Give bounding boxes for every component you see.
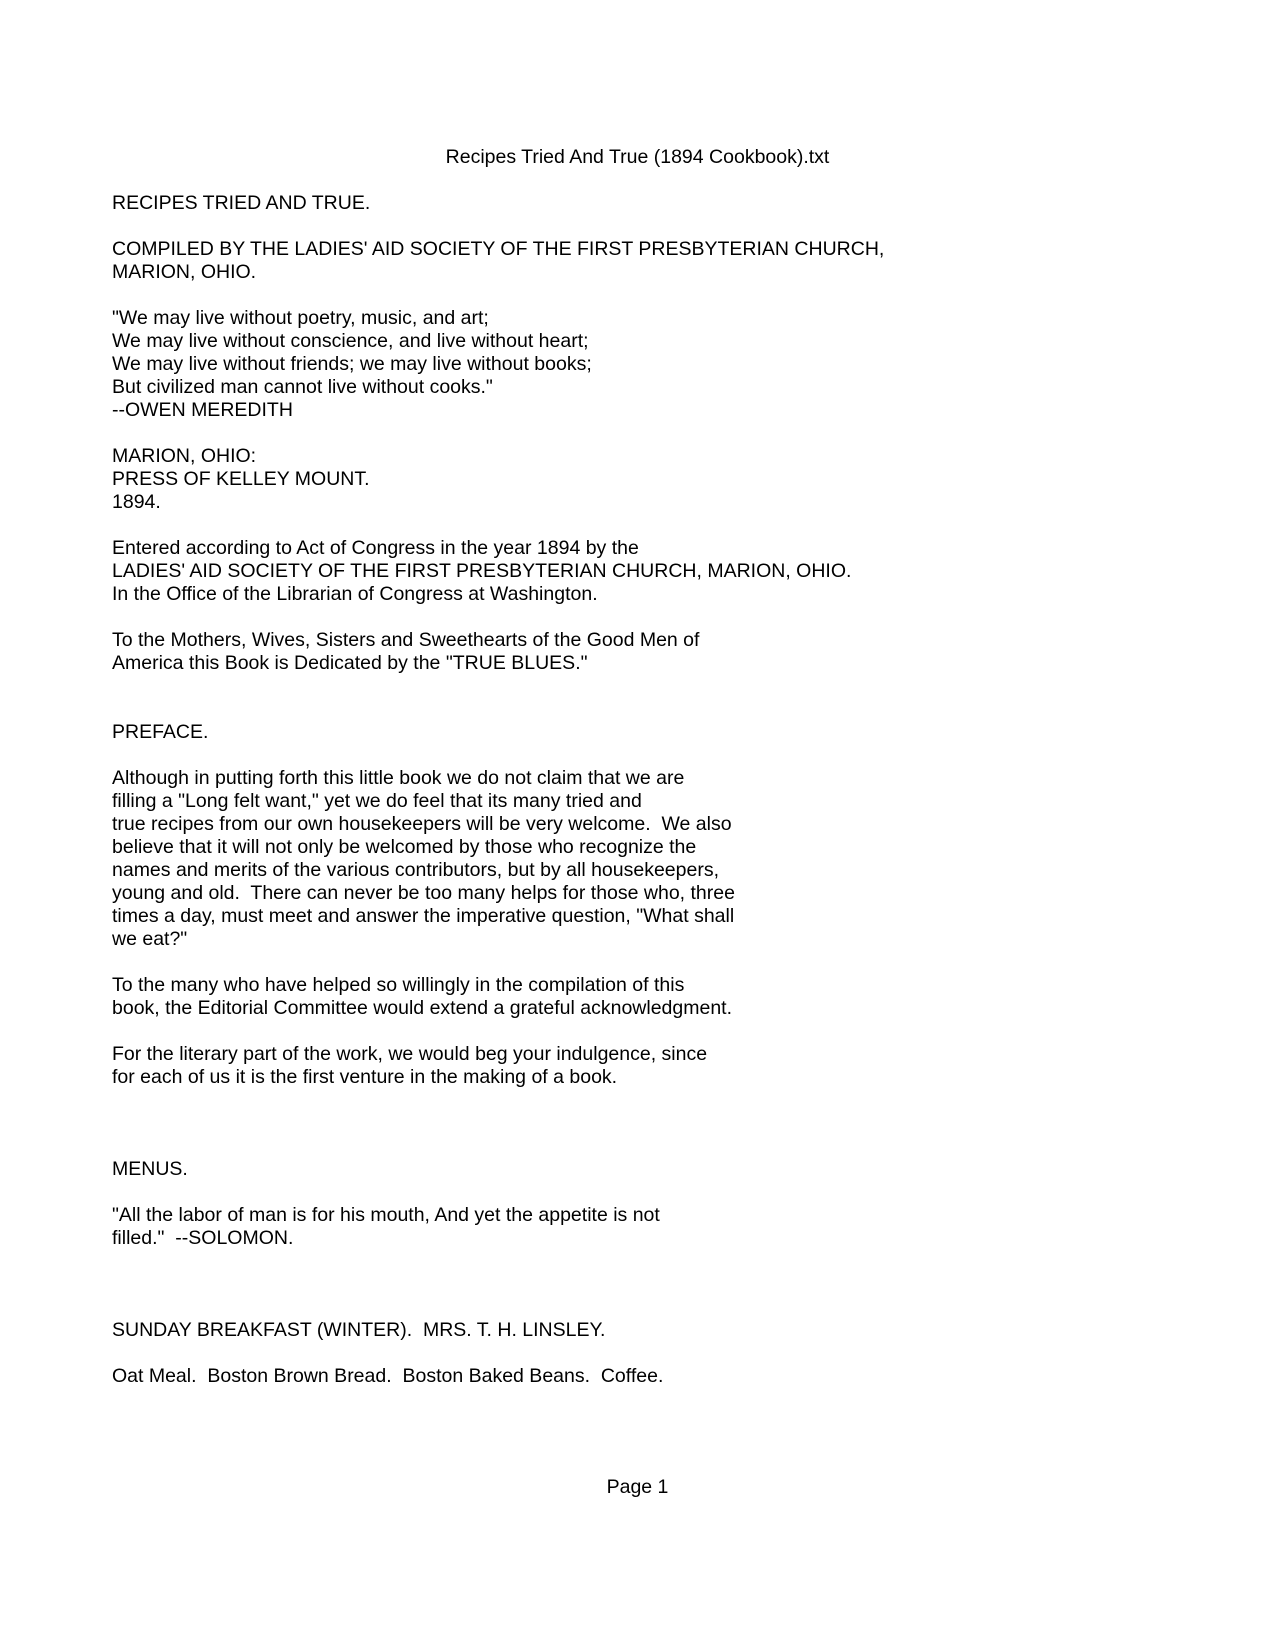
copyright-line: Entered according to Act of Congress in the year 1894 by the [112,537,639,559]
preface-line: times a day, must meet and answer the imperative question, "What shall [112,905,735,927]
epigraph-attribution: --OWEN MEREDITH [112,399,293,421]
dedication [112,629,1162,675]
preface-line: true recipes from our own housekeepers will be very welcome. We also [112,813,732,835]
copyright-line: LADIES' AID SOCIETY OF THE FIRST PRESBYTERIAN CHURCH, MARION, OHIO. [112,560,852,582]
preface-heading [112,721,1162,744]
menus-heading [112,1158,1162,1181]
preface-line: names and merits of the various contributors, but by all housekeepers, [112,859,719,881]
menu-items-line: Oat Meal. Boston Brown Bread. Boston Baked Beans. Coffee. [112,1365,664,1387]
imprint-line: PRESS OF KELLEY MOUNT. [112,468,370,490]
menu-heading-sunday-breakfast [112,1319,1162,1342]
imprint-line: 1894. [112,491,161,513]
imprint [112,445,1162,514]
preface-paragraph-2 [112,974,1162,1020]
copyright-notice [112,537,1162,606]
compiled-by-line: COMPILED BY THE LADIES' AID SOCIETY OF THE FIRST PRESBYTERIAN CHURCH, [112,238,885,260]
dedication-line: America this Book is Dedicated by the "TRUE BLUES." [112,652,588,674]
imprint-line: MARION, OHIO: [112,445,257,467]
preface-line: for each of us it is the first venture in the making of a book. [112,1066,618,1088]
page-number: Page 1 [606,1476,669,1498]
compiled-by-line: MARION, OHIO. [112,261,257,283]
menus-heading-line: MENUS. [112,1158,188,1180]
epigraph-line: "We may live without poetry, music, and art; [112,307,489,329]
epigraph-line: We may live without friends; we may live without books; [112,353,592,375]
preface-line: believe that it will not only be welcomed by those who recognize the [112,836,697,858]
compiled-by [112,238,1162,284]
dedication-line: To the Mothers, Wives, Sisters and Sweethearts of the Good Men of [112,629,700,651]
book-title [112,192,1162,215]
copyright-line: In the Office of the Librarian of Congress at Washington. [112,583,598,605]
menus-quote-line: filled." --SOLOMON. [112,1227,294,1249]
preface-line: Although in putting forth this little book we do not claim that we are [112,767,685,789]
preface-line: book, the Editorial Committee would extend a grateful acknowledgment. [112,997,733,1019]
preface-line: filling a "Long felt want," yet we do feel that its many tried and [112,790,642,812]
preface-line: we eat?" [112,928,188,950]
preface-paragraph-3 [112,1043,1162,1089]
menus-quote [112,1204,1162,1250]
preface-paragraph-1 [112,767,1162,951]
preface-line: young and old. There can never be too many helps for those who, three [112,882,735,904]
menus-quote-line: "All the labor of man is for his mouth, And yet the appetite is not [112,1204,660,1226]
epigraph-line: But civilized man cannot live without cooks." [112,376,493,398]
epigraph [112,307,1162,422]
epigraph-line: We may live without conscience, and live without heart; [112,330,589,352]
document-filename-header: Recipes Tried And True (1894 Cookbook).txt [445,146,830,168]
book-title-line: RECIPES TRIED AND TRUE. [112,192,371,214]
preface-line: To the many who have helped so willingly in the compilation of this [112,974,685,996]
preface-heading-line: PREFACE. [112,721,209,743]
menu-items-sunday-breakfast [112,1365,1162,1388]
menu-heading-line: SUNDAY BREAKFAST (WINTER). MRS. T. H. LINSLEY. [112,1319,606,1341]
preface-line: For the literary part of the work, we would beg your indulgence, since [112,1043,708,1065]
document-body [112,192,1162,1411]
